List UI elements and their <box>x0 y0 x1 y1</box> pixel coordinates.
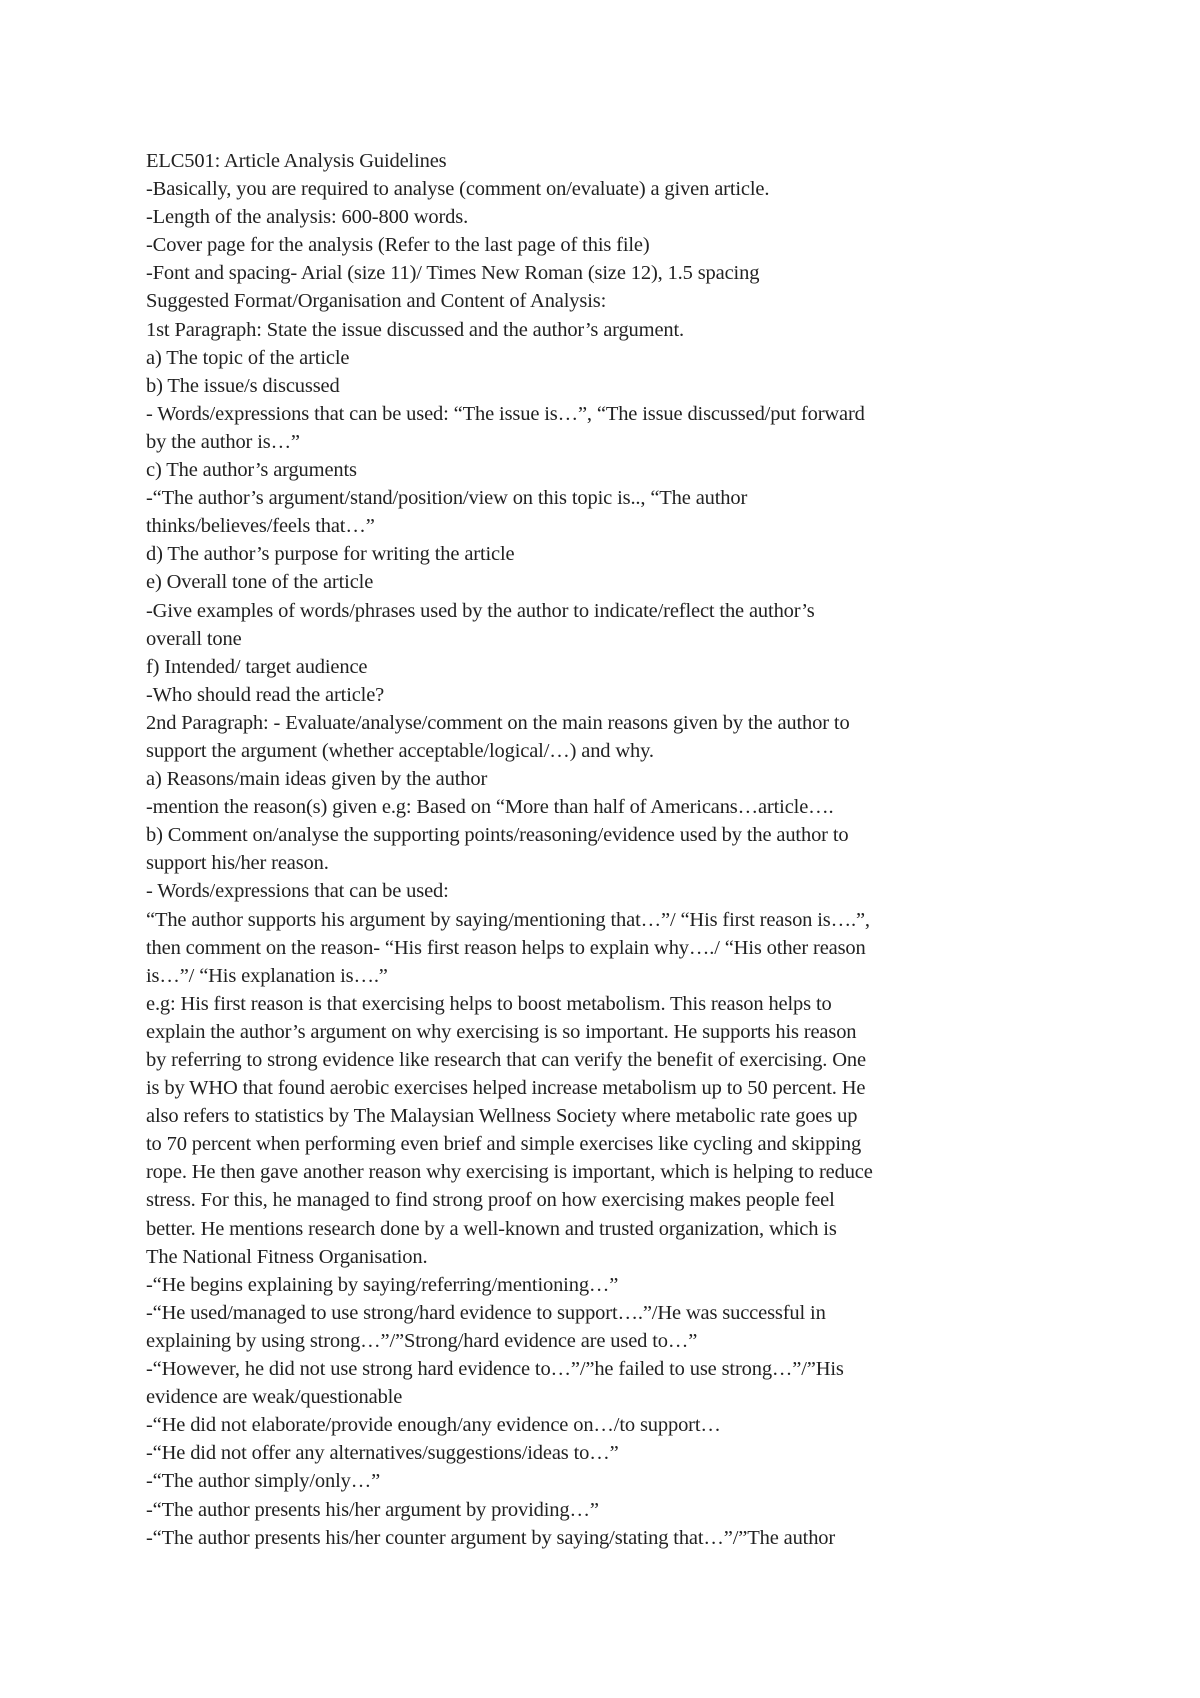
text-line: 2nd Paragraph: - Evaluate/analyse/comment on the main reasons given by the author to <box>146 711 850 734</box>
text-line: -Cover page for the analysis (Refer to the last page of this file) <box>146 234 650 257</box>
text-line: e.g: His first reason is that exercising helps to boost metabolism. This reason helps to <box>146 992 832 1015</box>
text-line: rope. He then gave another reason why exercising is important, which is helping to reduce <box>146 1161 873 1184</box>
text-line: is…”/ “His explanation is….” <box>146 964 388 987</box>
text-line: support his/her reason. <box>146 852 329 875</box>
text-line: e) Overall tone of the article <box>146 571 374 594</box>
text-line: thinks/believes/feels that…” <box>146 515 375 538</box>
text-line: -Give examples of words/phrases used by the author to indicate/reflect the author’s <box>146 599 815 622</box>
text-line: a) The topic of the article <box>146 346 350 369</box>
text-line: also refers to statistics by The Malaysian Wellness Society where metabolic rate goes up <box>146 1105 858 1128</box>
text-line: stress. For this, he managed to find strong proof on how exercising makes people feel <box>146 1189 835 1212</box>
text-line: -“The author presents his/her counter argument by saying/stating that…”/”The author <box>146 1526 836 1549</box>
text-line: then comment on the reason- “His first reason helps to explain why…./ “His other reason <box>146 936 866 959</box>
text-line: to 70 percent when performing even brief and simple exercises like cycling and skipping <box>146 1133 862 1156</box>
text-line: overall tone <box>146 627 242 650</box>
text-line: -Who should read the article? <box>146 683 385 706</box>
text-line: c) The author’s arguments <box>146 459 357 482</box>
text-line: b) The issue/s discussed <box>146 374 340 397</box>
text-line: -“The author’s argument/stand/position/view on this topic is.., “The author <box>146 487 748 510</box>
text-line: d) The author’s purpose for writing the article <box>146 543 515 566</box>
text-line: f) Intended/ target audience <box>146 655 368 678</box>
document-title: ELC501: Article Analysis Guidelines <box>146 150 447 172</box>
text-line: -mention the reason(s) given e.g: Based on “More than half of Americans…article…. <box>146 796 834 819</box>
text-line: by referring to strong evidence like research that can verify the benefit of exercising. One <box>146 1049 866 1071</box>
text-line: - Words/expressions that can be used: “The issue is…”, “The issue discussed/put forward <box>146 402 865 425</box>
text-line: -“He did not offer any alternatives/suggestions/ideas to…” <box>146 1442 619 1465</box>
text-line: is by WHO that found aerobic exercises helped increase metabolism up to 50 percent. He <box>146 1077 866 1100</box>
text-line: by the author is…” <box>146 430 300 453</box>
text-line: -“The author presents his/her argument by providing…” <box>146 1498 599 1521</box>
text-line: -Basically, you are required to analyse (comment on/evaluate) a given article. <box>146 178 770 201</box>
text-line: The National Fitness Organisation. <box>146 1245 428 1268</box>
text-line: support the argument (whether acceptable/logical/…) and why. <box>146 739 654 762</box>
text-line: -“The author simply/only…” <box>146 1470 381 1493</box>
text-line: -“He begins explaining by saying/referring/mentioning…” <box>146 1273 619 1296</box>
text-line: -“However, he did not use strong hard evidence to…”/”he failed to use strong…”/”His <box>146 1358 844 1381</box>
text-line: explain the author’s argument on why exercising is so important. He supports his reason <box>146 1020 857 1043</box>
text-line: -Font and spacing- Arial (size 11)/ Times New Roman (size 12), 1.5 spacing <box>146 262 760 285</box>
text-line: -“He used/managed to use strong/hard evidence to support….”/He was successful in <box>146 1301 826 1324</box>
text-line: - Words/expressions that can be used: <box>146 880 449 903</box>
text-line: evidence are weak/questionable <box>146 1386 403 1409</box>
text-line: -Length of the analysis: 600-800 words. <box>146 206 469 229</box>
text-line: b) Comment on/analyse the supporting points/reasoning/evidence used by the author to <box>146 824 849 847</box>
document-body <box>146 147 1046 1552</box>
text-line: “The author supports his argument by saying/mentioning that…”/ “His first reason is….”, <box>146 908 870 931</box>
text-line: explaining by using strong…”/”Strong/hard evidence are used to…” <box>146 1329 698 1352</box>
text-line: 1st Paragraph: State the issue discussed and the author’s argument. <box>146 318 685 341</box>
text-line: -“He did not elaborate/provide enough/any evidence on…/to support… <box>146 1414 721 1437</box>
text-line: a) Reasons/main ideas given by the author <box>146 768 488 791</box>
text-line: Suggested Format/Organisation and Content of Analysis: <box>146 290 607 313</box>
text-line: better. He mentions research done by a well-known and trusted organization, which is <box>146 1217 837 1240</box>
